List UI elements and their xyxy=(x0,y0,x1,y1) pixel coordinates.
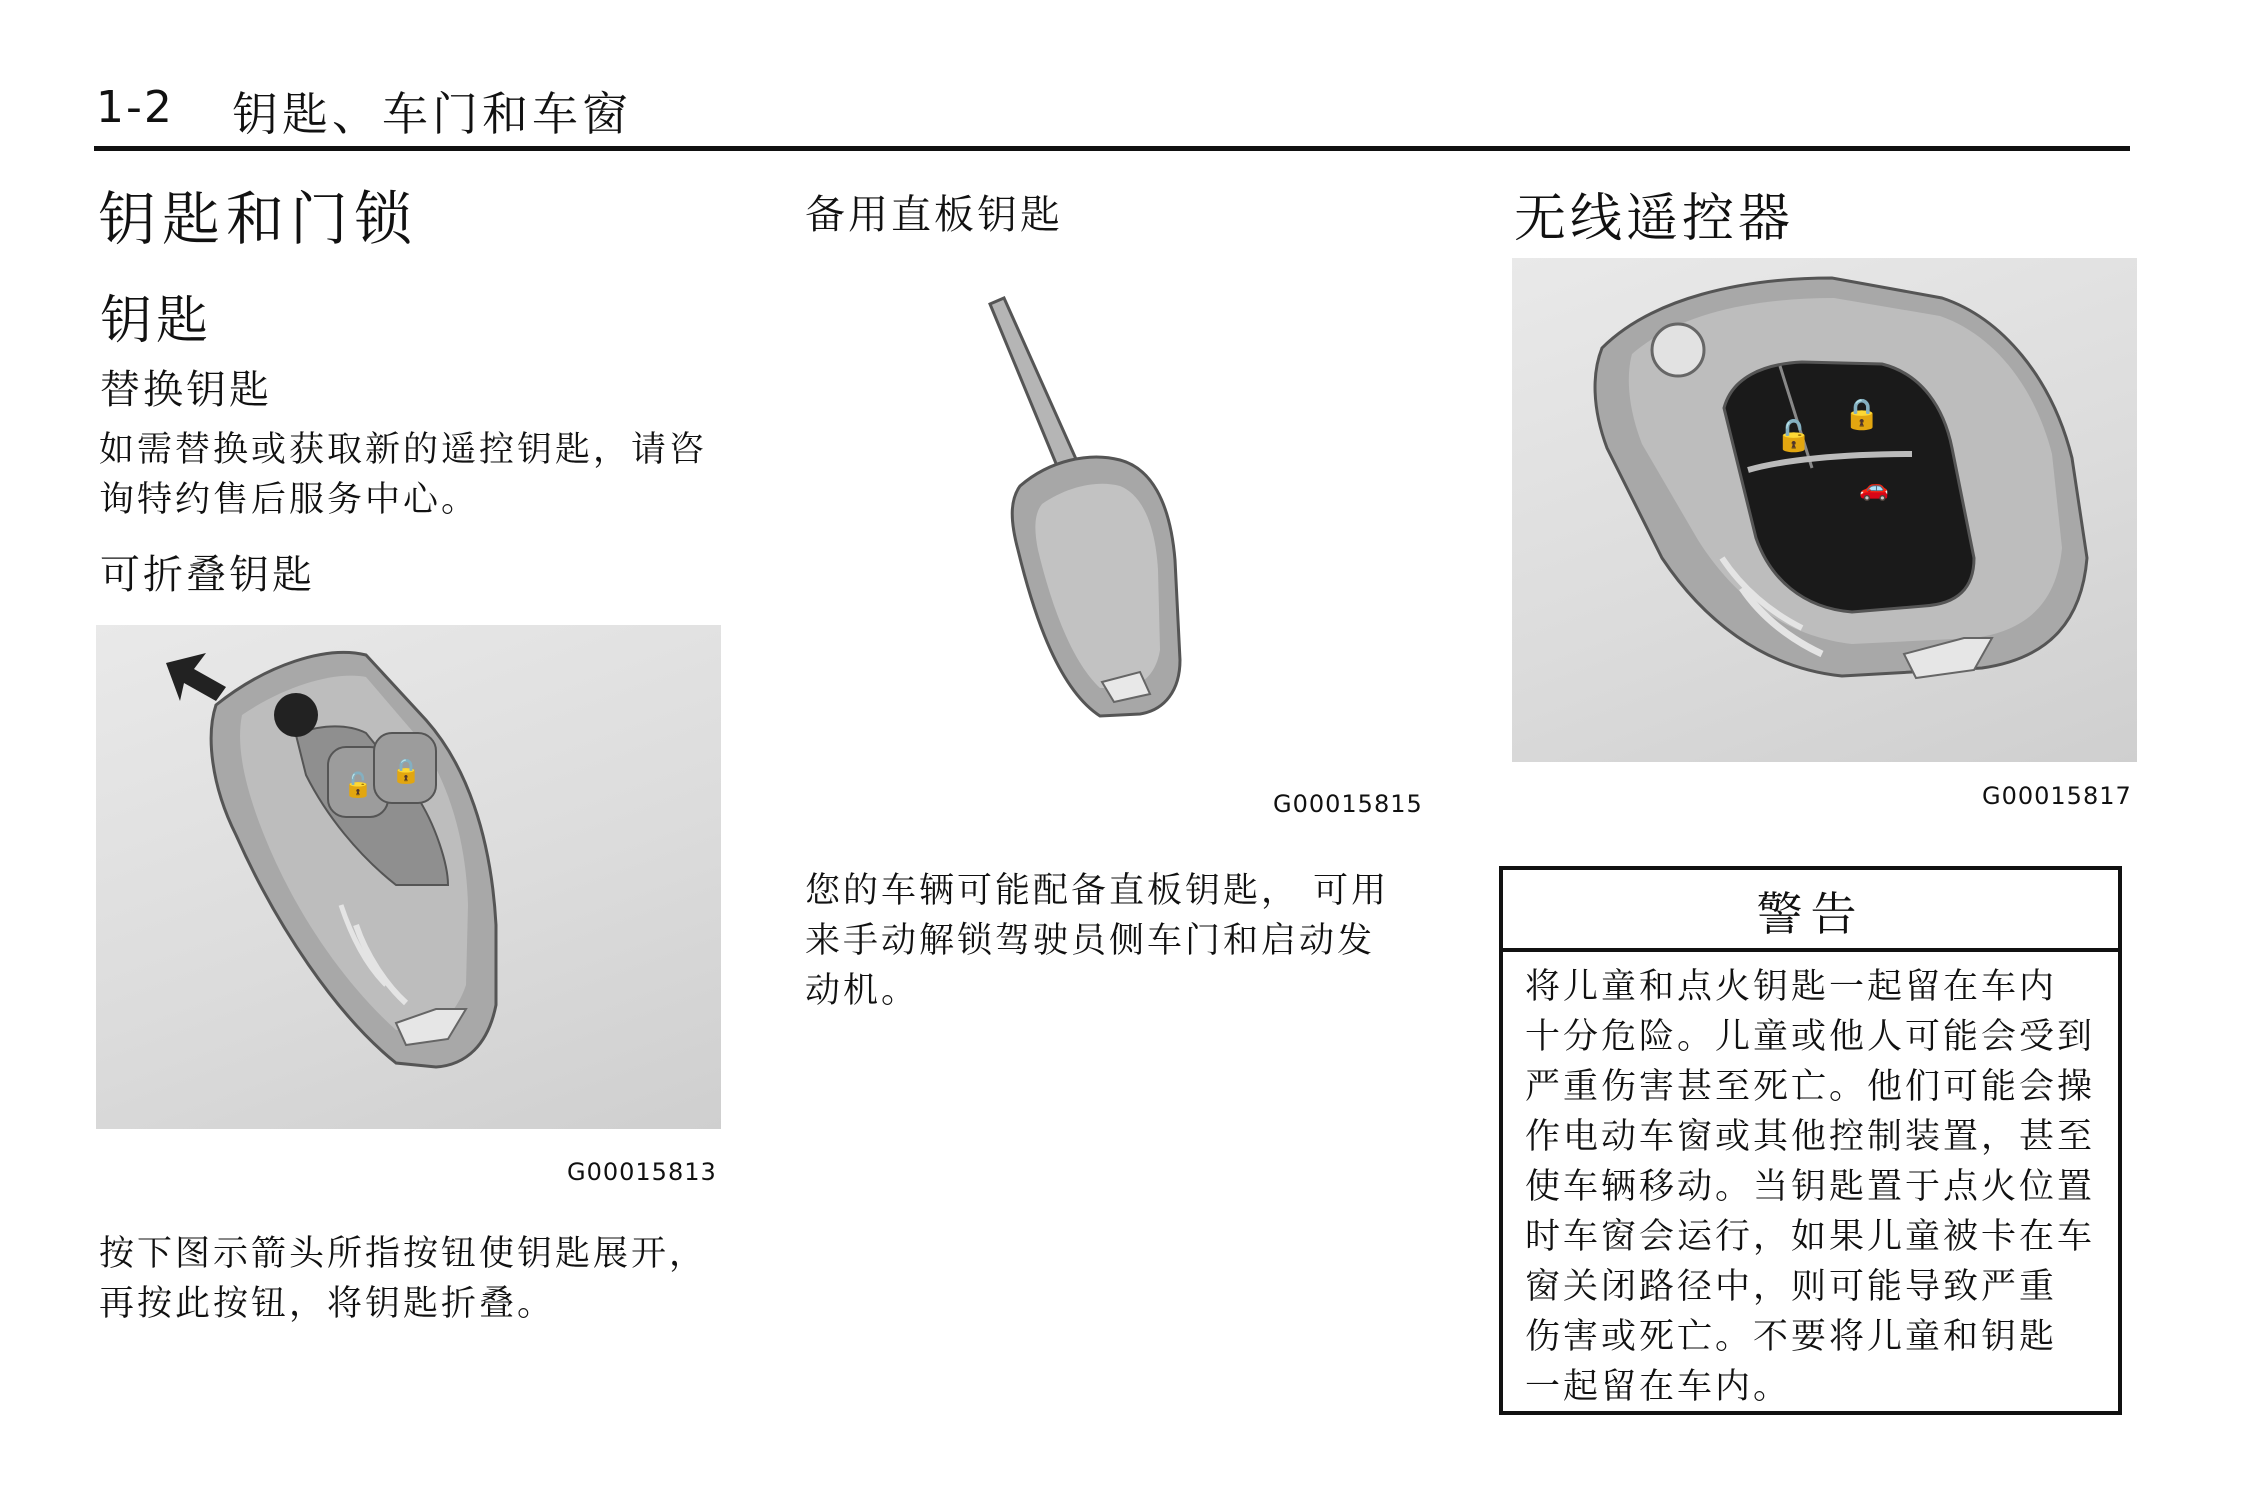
blade-key-drawing xyxy=(950,290,1250,730)
warning-divider xyxy=(1503,948,2118,952)
text-line: 动机。 xyxy=(805,971,920,1011)
remote-heading: 无线遥控器 xyxy=(1514,189,1795,249)
text-line: 严重伤害甚至死亡。他们可能会操 xyxy=(1525,1067,2096,1107)
chapter-title: 钥匙、车门和车窗 xyxy=(232,87,632,141)
header-rule xyxy=(94,146,2130,151)
blade-key-heading: 备用直板钥匙 xyxy=(805,192,1063,238)
svg-text:🔓: 🔓 xyxy=(1775,419,1813,454)
section-title: 钥匙和门锁 xyxy=(98,185,419,253)
blade-key-text xyxy=(805,866,1425,1016)
folding-key-text xyxy=(99,1229,739,1329)
blade-key-image xyxy=(950,290,1250,730)
text-line: 您的车辆可能配备直板钥匙， 可用 xyxy=(805,871,1390,911)
replace-key-text xyxy=(99,425,739,525)
folding-key-drawing xyxy=(96,625,721,1129)
text-line: 来手动解锁驾驶员侧车门和启动发 xyxy=(805,921,1376,961)
svg-text:🔓: 🔓 xyxy=(343,771,373,799)
subsection-title: 钥匙 xyxy=(100,291,213,351)
arrow-icon xyxy=(166,653,226,701)
remote-image xyxy=(1512,258,2137,762)
text-line: 一起留在车内。 xyxy=(1525,1367,1792,1407)
text-line: 使车辆移动。当钥匙置于点火位置 xyxy=(1525,1167,2096,1207)
text-line: 如需替换或获取新的遥控钥匙，请咨 xyxy=(99,430,708,470)
text-line: 伤害或死亡。不要将儿童和钥匙 xyxy=(1525,1317,2058,1357)
figure-code: G00015815 xyxy=(1273,790,1423,818)
svg-text:🚗: 🚗 xyxy=(1859,474,1889,502)
svg-text:🔒: 🔒 xyxy=(1843,397,1881,432)
warning-text xyxy=(1525,962,2104,1412)
text-line: 询特约售后服务中心。 xyxy=(99,480,480,520)
replace-key-heading: 替换钥匙 xyxy=(100,367,272,413)
warning-box xyxy=(1499,866,2122,1415)
text-line: 再按此按钮，将钥匙折叠。 xyxy=(99,1284,556,1324)
text-line: 时车窗会运行，如果儿童被卡在车 xyxy=(1525,1217,2096,1257)
figure-code: G00015813 xyxy=(567,1158,717,1186)
text-line: 十分危险。儿童或他人可能会受到 xyxy=(1525,1017,2096,1057)
folding-key-heading: 可折叠钥匙 xyxy=(100,552,315,598)
warning-title: 警告 xyxy=(1756,887,1865,941)
figure-code: G00015817 xyxy=(1982,782,2132,810)
page-number: 1-2 xyxy=(96,82,174,133)
remote-drawing xyxy=(1512,258,2137,762)
text-line: 窗关闭路径中，则可能导致严重 xyxy=(1525,1267,2058,1307)
text-line: 将儿童和点火钥匙一起留在车内 xyxy=(1525,967,2058,1007)
svg-text:🔒: 🔒 xyxy=(391,757,421,785)
text-line: 作电动车窗或其他控制装置，甚至 xyxy=(1525,1117,2096,1157)
folding-key-image xyxy=(96,625,721,1129)
text-line: 按下图示箭头所指按钮使钥匙展开， xyxy=(99,1234,708,1274)
